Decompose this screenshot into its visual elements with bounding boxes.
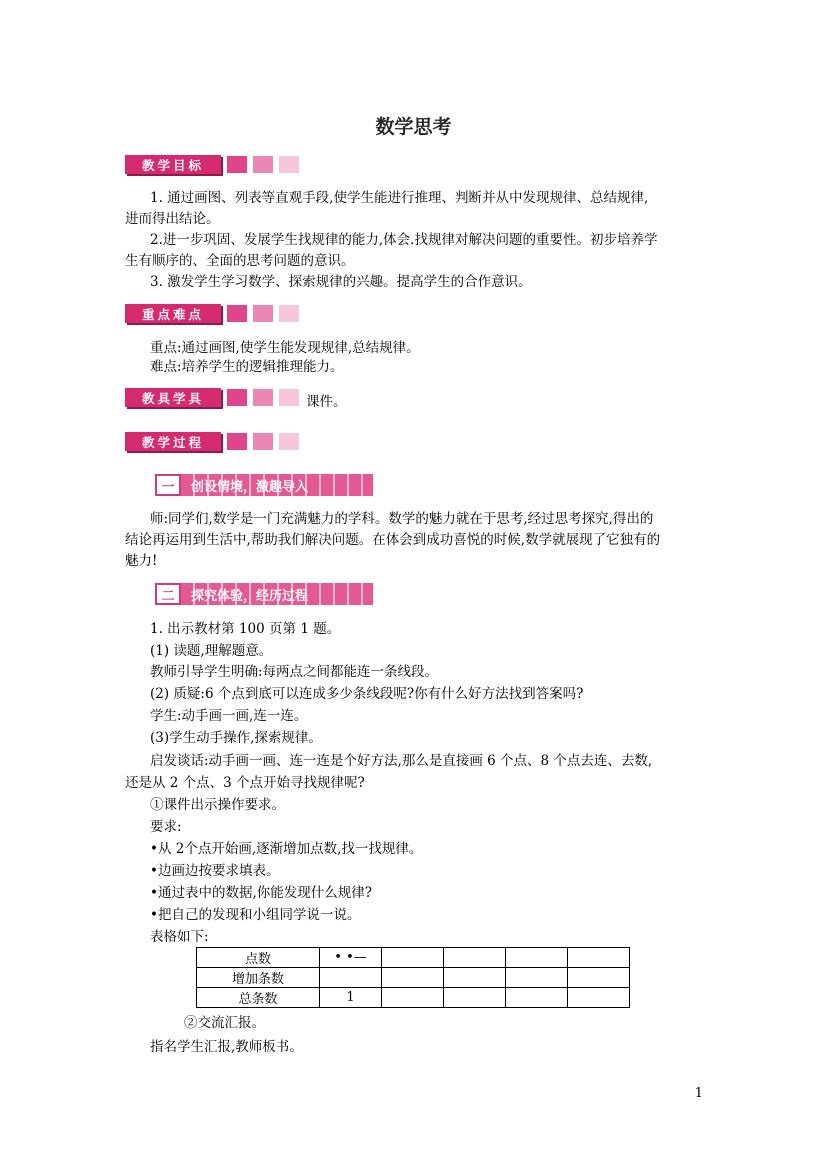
paragraph-line: (1) 读题,理解题意。 <box>150 643 273 659</box>
table-cell <box>506 948 568 968</box>
paragraph-line: 学生:动手画一画,连一连。 <box>150 708 308 724</box>
decor-square <box>227 389 247 406</box>
table-cell <box>506 968 568 988</box>
paragraph-line: •通过表中的数据,你能发现什么规律? <box>150 885 372 901</box>
table-cell: 点数 <box>197 948 320 968</box>
table-cell <box>382 948 444 968</box>
paragraph-line: 结论再运用到生活中,帮助我们解决问题。在体会到成功喜悦的时候,数学就展现了它独有的 <box>125 532 661 548</box>
decor-square <box>253 305 273 322</box>
decor-square <box>227 433 247 450</box>
decor-square <box>279 389 299 406</box>
subsection-title: 创设情境，激趣导入 <box>181 474 373 496</box>
paragraph-line: 1. 出示教材第 100 页第 1 题。 <box>150 621 341 637</box>
table-cell <box>444 968 506 988</box>
decor-square <box>227 156 247 173</box>
data-table <box>196 947 630 1008</box>
decor-square <box>279 305 299 322</box>
page-number: 1 <box>694 1086 703 1101</box>
table-cell <box>568 948 630 968</box>
paragraph-line: 要求: <box>150 819 182 835</box>
section-label: 教具学具 <box>125 388 221 407</box>
table-row <box>197 988 630 1008</box>
table-row <box>197 948 630 968</box>
section-header-tools <box>125 388 299 407</box>
table-cell: 总条数 <box>197 988 320 1008</box>
key-line: 重点:通过画图,使学生能发现规律,总结规律。 <box>150 340 420 356</box>
table-cell <box>382 988 444 1008</box>
section-label: 重点难点 <box>125 304 221 323</box>
decor-square <box>253 389 273 406</box>
paragraph-line: (3)学生动手操作,探索规律。 <box>150 730 322 746</box>
subsection-number: 一 <box>155 474 181 496</box>
paragraph-line: 教师引导学生明确:每两点之间都能连一条线段。 <box>150 664 439 680</box>
paragraph-line: (2) 质疑:6 个点到底可以连成多少条线段呢?你有什么好方法找到答案吗? <box>150 686 584 702</box>
subsection-title: 探究体验，经历过程 <box>181 583 373 605</box>
decor-square <box>227 305 247 322</box>
subsection-number: 二 <box>155 583 181 605</box>
table-cell <box>382 968 444 988</box>
table-cell <box>444 988 506 1008</box>
decor-square <box>253 156 273 173</box>
decor-square <box>279 156 299 173</box>
goals-line: 3. 激发学生学习数学、探索规律的兴趣。提高学生的合作意识。 <box>150 274 532 290</box>
table-row <box>197 968 630 988</box>
paragraph-line: 魅力! <box>125 553 158 569</box>
key-line: 难点:培养学生的逻辑推理能力。 <box>150 359 344 375</box>
subsection-header-1 <box>155 474 373 496</box>
goals-line: 1. 通过画图、列表等直观手段,使学生能进行推理、判断并从中发现规律、总结规律, <box>150 190 649 206</box>
goals-line: 2.进一步巩固、发展学生找规律的能力,体会.找规律对解决问题的重要性。初步培养学 <box>150 232 658 248</box>
paragraph-line: ①课件出示操作要求。 <box>150 797 285 813</box>
table-cell <box>320 968 382 988</box>
subsection-header-2 <box>155 583 373 605</box>
decor-square <box>253 433 273 450</box>
section-label: 教学目标 <box>125 155 221 174</box>
paragraph-line: •边画边按要求填表。 <box>150 863 280 879</box>
page-title: 数学思考 <box>375 116 452 138</box>
decor-square <box>279 433 299 450</box>
table-cell: • •— <box>320 948 382 968</box>
goals-line: 进而得出结论。 <box>125 211 220 227</box>
table-cell <box>506 988 568 1008</box>
paragraph-line: •从 2个点开始画,逐渐增加点数,找一找规律。 <box>150 841 423 857</box>
tools-text: 课件。 <box>306 394 347 410</box>
table-cell: 增加条数 <box>197 968 320 988</box>
section-header-process <box>125 432 299 451</box>
section-header-key-points <box>125 304 299 323</box>
table-cell <box>568 968 630 988</box>
paragraph-line: •把自己的发现和小组同学说一说。 <box>150 907 361 923</box>
paragraph-line: 启发谈话:动手画一画、连一连是个好方法,那么是直接画 6 个点、8 个点去连、去数, <box>150 753 653 769</box>
section-label: 教学过程 <box>125 432 221 451</box>
paragraph-line: 师:同学们,数学是一门充满魅力的学科。数学的魅力就在于思考,经过思考探究,得出的 <box>150 511 654 527</box>
section-header-goals <box>125 155 299 174</box>
paragraph-line: 表格如下: <box>150 929 209 945</box>
table-cell <box>444 948 506 968</box>
table-cell: 1 <box>320 988 382 1008</box>
paragraph-line: 指名学生汇报,教师板书。 <box>150 1039 303 1055</box>
goals-line: 生有顺序的、全面的思考问题的意识。 <box>125 253 355 269</box>
paragraph-line: ②交流汇报。 <box>184 1015 265 1031</box>
paragraph-line: 还是从 2 个点、3 个点开始寻找规律呢? <box>125 775 365 791</box>
table-cell <box>568 988 630 1008</box>
